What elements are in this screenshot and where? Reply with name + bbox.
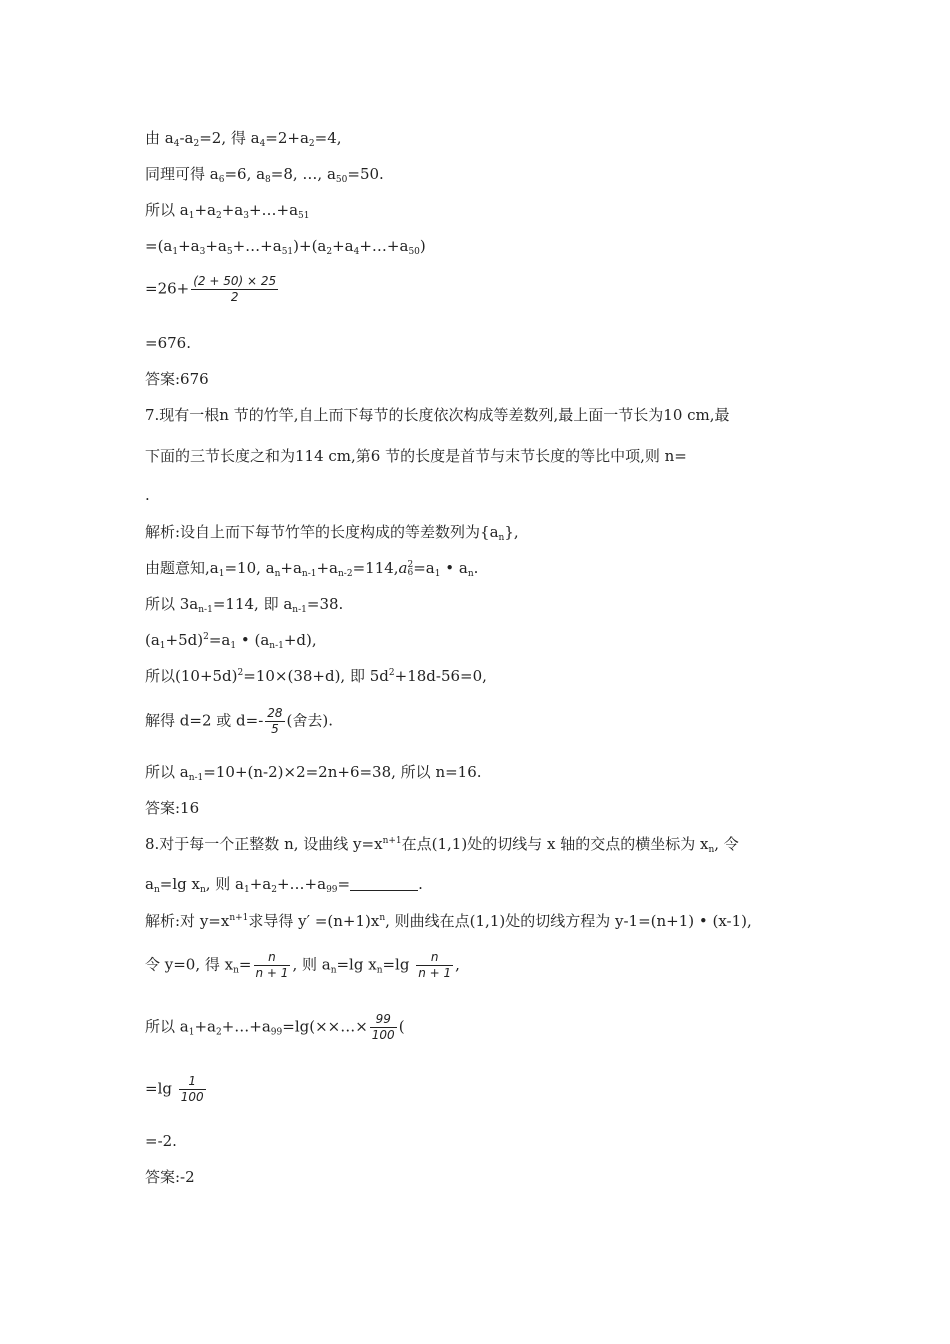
q7-text-2: 下面的三节长度之和为114 cm,第6 节的长度是首节与末节长度的等比中项,则 n=: [145, 447, 687, 465]
q8-sol-1: 解析:对 $y=x^{n+1}$求导得 $y' =(n+1)x^n$, 则曲线在点(1,1)处的切线方程为 y-1=(n+1) • (x-1),: [145, 912, 752, 930]
q7-sol-5: 所以$(10+5d)^2=10\times(38+d)$, 即 $5d^2+18d-56=0$,: [145, 667, 487, 685]
q7-sol-6: 解得 d=2 或 d=- $\frac{28}{5}$ (舍去).: [145, 706, 334, 736]
q7-text-3: .: [145, 486, 150, 504]
q7-sol-7: 所以 $a_{n-1}=10+(n-2)\times 2=2n+6=38$, 所以 n=16.: [145, 763, 482, 783]
fraction: $\frac{99}{100}$: [371, 1012, 395, 1042]
q7-sol-2: 由题意知$,a_1=10$, $a_n+a_{n-1}+a_{n-2}=114,a$ 2 6 $=a_1$ • $a_n$.: [145, 559, 479, 579]
fraction: $\frac{(2 + 50) \times 25}{2}$: [193, 274, 277, 304]
q8-sol-3: 所以 $a_1+a_2+\dots+a_{99}=\lg(\times\times\dots\times$ $\frac{99}{100}$ (: [145, 1012, 405, 1042]
fraction: $\frac{n}{n + 1}$: [255, 950, 289, 980]
q7-sol-3: 所以 $3a_{n-1}=114$, 即 $a_{n-1}=38$.: [145, 595, 344, 615]
q7-sol-4: $(a_1+5d)^2=a_1$ • $(a_{n-1}+d)$,: [145, 631, 317, 651]
fraction: $\frac{n}{n + 1}$: [418, 950, 452, 980]
q8-sol-2: 令 y=0, 得 $x_n=$ $\frac{n}{n + 1}$ , 则 $a_n=\lg$ $x_n=\lg$ $\frac{n}{n + 1}$ ,: [145, 950, 460, 980]
q8-sol-4: =lg $\frac{1}{100}$: [145, 1074, 204, 1104]
q7-answer: 答案:16: [145, 799, 200, 817]
p6-line-4: $=(a_1+a_3+a_5+\dots+a_{51})+(a_2+a_4+\dots+a_{50})$: [145, 237, 426, 257]
q8-answer: 答案:-2: [145, 1168, 195, 1186]
q8-text-1: 8.对于每一个正整数 n, 设曲线 $y=x^{n+1}$在点(1,1)处的切线与 x 轴的交点的横坐标为 $x_n$, 令: [145, 835, 739, 855]
p6-answer: 答案:676: [145, 370, 209, 388]
p6-line-2: 同理可得 $a_6=6$, $a_8=8$, …, $a_{50}=50$.: [145, 165, 384, 185]
q7-text-1: 7.现有一根n 节的竹竿,自上而下每节的长度依次构成等差数列,最上面一节长为10 cm,最: [145, 406, 730, 424]
p6-line-5: =26+ $\frac{(2 + 50) \times 25}{2}$: [145, 274, 277, 304]
q8-text-2: $a_n=\lg$ $x_n$, 则 $a_1+a_2+\dots+a_{99}=$ .: [145, 875, 423, 895]
fraction: $\frac{28}{5}$: [267, 706, 283, 736]
p6-line-1: 由 $a_4-a_2=2$, 得 $a_4=2+a_2=4$,: [145, 129, 342, 149]
fraction: $\frac{1}{100}$: [180, 1074, 204, 1104]
q8-sol-5: =-2.: [145, 1132, 177, 1150]
p6-line-6: =676.: [145, 334, 191, 352]
q7-sol-1: 解析:设自上而下每节竹竿的长度构成的等差数列为$\{a_n\}$,: [145, 523, 519, 543]
p6-line-3: 所以 $a_1+a_2+a_3+\dots+a_{51}$: [145, 201, 310, 221]
answer-blank: [350, 876, 418, 891]
